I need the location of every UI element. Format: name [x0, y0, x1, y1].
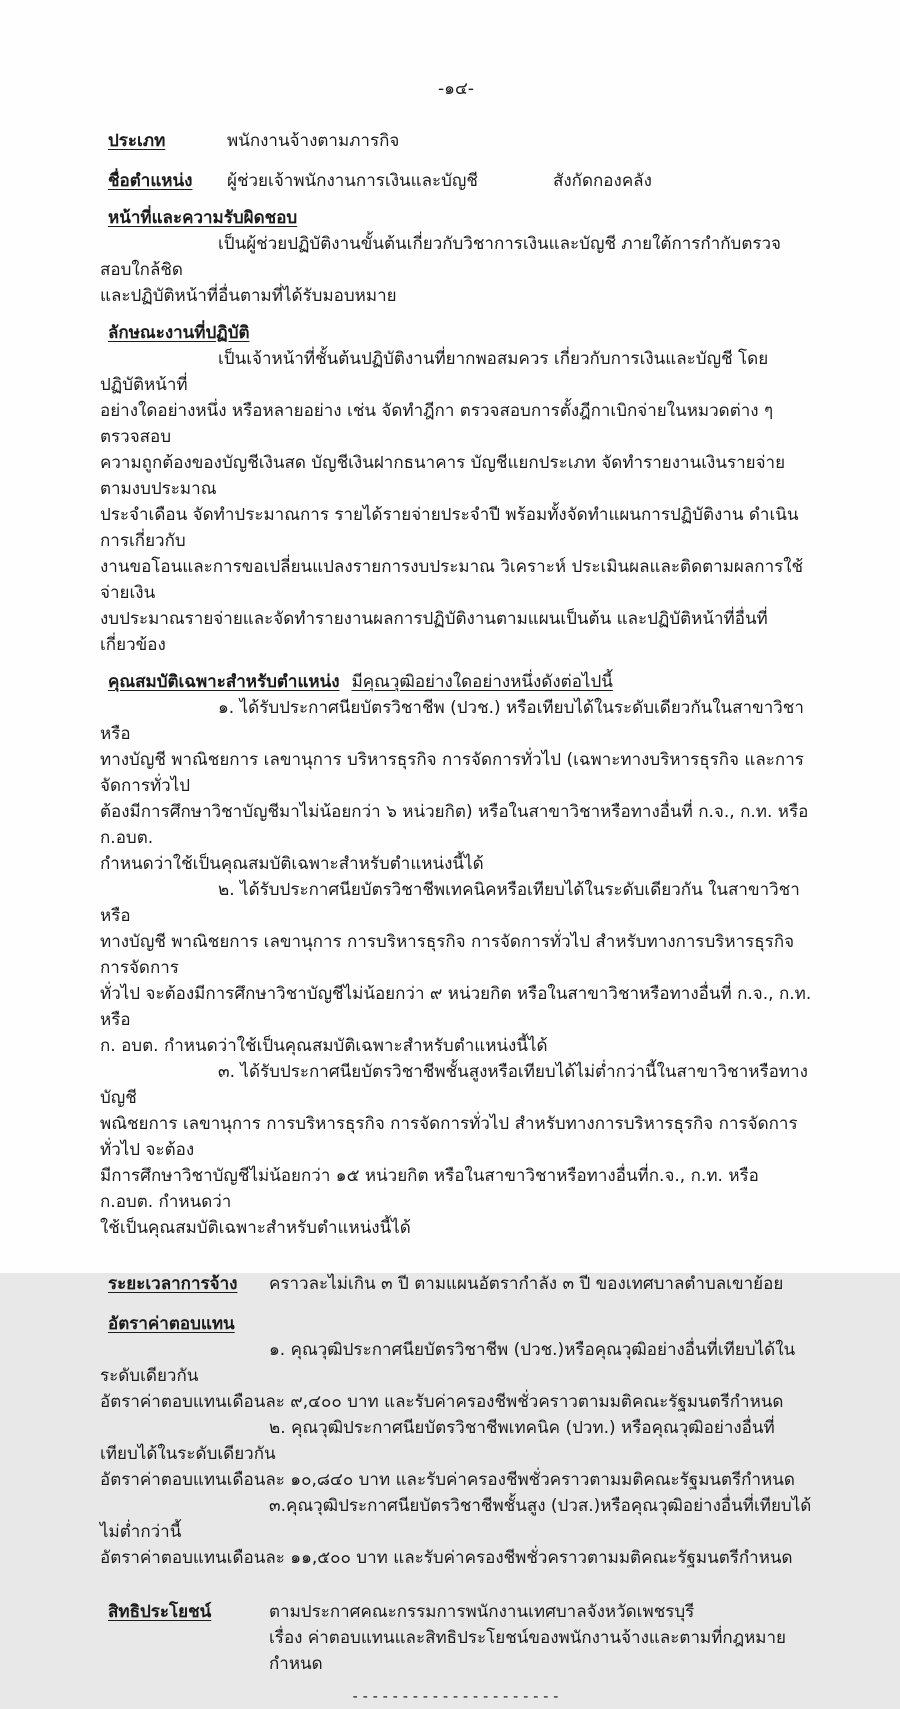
- compensation-heading: อัตราค่าตอบแทน: [108, 1314, 235, 1334]
- benefits-label: สิทธิประโยชน์: [108, 1602, 212, 1622]
- characteristics-line: ความถูกต้องของบัญชีเงินสด บัญชีเงินฝากธนาคาร บัญชีแยกประเภท จัดทำรายงานเงินรายจ่ายตามงบประมาณ: [100, 453, 786, 499]
- qualification-item-line: ๒. ได้รับประกาศนียบัตรวิชาชีพเทคนิคหรือเทียบได้ในระดับเดียวกัน ในสาขาวิชาหรือ: [100, 880, 800, 926]
- employment-label: ระยะเวลาการจ้าง: [108, 1274, 238, 1294]
- type-row: [100, 128, 812, 154]
- qualification-item-2: [100, 877, 812, 1059]
- compensation-item-line: อัตราค่าตอบแทนเดือนละ ๙,๔๐๐ บาท และรับค่าครองชีพชั่วคราวตามมติคณะรัฐมนตรีกำหนด: [100, 1392, 784, 1412]
- end-separator: ---------------------: [350, 1687, 562, 1705]
- duties-line: เป็นผู้ช่วยปฏิบัติงานขั้นต้นเกี่ยวกับวิชาการเงินและบัญชี ภายใต้การกำกับตรวจสอบใกล้ชิด: [100, 234, 782, 280]
- page-number: -๑๔-: [438, 79, 474, 99]
- characteristics-paragraph: [100, 346, 812, 658]
- employment-value: คราวละไม่เกิน ๓ ปี ตามแผนอัตรากำลัง ๓ ปี ของเทศบาลตำบลเขาย้อย: [269, 1274, 784, 1294]
- affiliation-value: สังกัดกองคลัง: [553, 171, 652, 191]
- qualification-item-1: [100, 695, 812, 877]
- position-value: ผู้ช่วยเจ้าพนักงานการเงินและบัญชี: [227, 171, 478, 191]
- qualification-item-line: ๑. ได้รับประกาศนียบัตรวิชาชีพ (ปวช.) หรือเทียบได้ในระดับเดียวกันในสาขาวิชาหรือ: [100, 698, 804, 744]
- characteristics-line: งานขอโอนและการขอเปลี่ยนแปลงรายการงบประมาณ วิเคราะห์ ประเมินผลและติดตามผลการใช้จ่ายเงิน: [100, 557, 804, 603]
- compensation-item-1: [100, 1337, 812, 1415]
- duties-paragraph: [100, 231, 812, 309]
- position-label: ชื่อตำแหน่ง: [108, 171, 193, 191]
- compensation-item-line: ๓.คุณวุฒิประกาศนียบัตรวิชาชีพชั้นสูง (ปวส.)หรือคุณวุฒิอย่างอื่นที่เทียบได้ไม่ต่ำกว่านี้: [100, 1496, 812, 1542]
- qualification-item-line: ทางบัญชี พาณิชยการ เลขานุการ บริหารธุรกิจ การจัดการทั่วไป (เฉพาะทางบริหารธุรกิจ และการจัดการทั่วไป: [100, 750, 804, 796]
- qualification-item-line: ใช้เป็นคุณสมบัติเฉพาะสำหรับตำแหน่งนี้ได้: [100, 1218, 411, 1238]
- qualification-item-line: ทั่วไป จะต้องมีการศึกษาวิชาบัญชีไม่น้อยกว่า ๙ หน่วยกิต หรือในสาขาวิชาหรือทางอื่นที่ ก.จ., ก.ท. หรือ: [100, 984, 812, 1030]
- qualification-item-line: กำหนดว่าใช้เป็นคุณสมบัติเฉพาะสำหรับตำแหน่งนี้ได้: [100, 854, 484, 874]
- qualification-item-line: ก. อบต. กำหนดว่าใช้เป็นคุณสมบัติเฉพาะสำหรับตำแหน่งนี้ได้: [100, 1036, 548, 1056]
- benefits-line: เรื่อง ค่าตอบแทนและสิทธิประโยชน์ของพนักงานจ้างและตามที่กฎหมายกำหนด: [269, 1628, 787, 1674]
- characteristics-heading: ลักษณะงานที่ปฏิบัติ: [108, 323, 250, 343]
- qualification-item-line: ๓. ได้รับประกาศนียบัตรวิชาชีพชั้นสูงหรือเทียบได้ไม่ต่ำกว่านี้ในสาขาวิชาหรือทางบัญชี: [100, 1062, 808, 1108]
- qualifications-intro: มีคุณวุฒิอย่างใดอย่างหนึ่งดังต่อไปนี้: [351, 672, 613, 692]
- qualification-item-3: [100, 1059, 812, 1241]
- characteristics-line: ประจำเดือน จัดทำประมาณการ รายได้รายจ่ายประจำปี พร้อมทั้งจัดทำแผนการปฏิบัติงาน ดำเนินการเกี่ยวกับ: [100, 505, 799, 551]
- characteristics-line: อย่างใดอย่างหนึ่ง หรือหลายอย่าง เช่น จัดทำฎีกา ตรวจสอบการตั้งฎีกาเบิกจ่ายในหมวดต่าง ๆ ตรวจสอบ: [100, 401, 774, 447]
- qualification-item-line: มีการศึกษาวิชาบัญชีไม่น้อยกว่า ๑๕ หน่วยกิต หรือในสาขาวิชาหรือทางอื่นที่ก.จ., ก.ท. หรือ ก.อบต. กำหนดว่า: [100, 1166, 759, 1212]
- qualification-item-line: ต้องมีการศึกษาวิชาบัญชีมาไม่น้อยกว่า ๖ หน่วยกิต) หรือในสาขาวิชาหรือทางอื่นที่ ก.จ., ก.ท. หรือ ก.อบต.: [100, 802, 809, 848]
- position-row: [100, 168, 812, 194]
- qualification-item-line: พณิชยการ เลขานุการ การบริหารธุรกิจ การจัดการทั่วไป สำหรับทางการบริหารธุรกิจ การจัดการทั่วไป จะต้อง: [100, 1114, 798, 1160]
- compensation-item-line: อัตราค่าตอบแทนเดือนละ ๑๑,๕๐๐ บาท และรับค่าครองชีพชั่วคราวตามมติคณะรัฐมนตรีกำหนด: [100, 1548, 793, 1568]
- characteristics-line: เป็นเจ้าหน้าที่ชั้นต้นปฏิบัติงานที่ยากพอสมควร เกี่ยวกับการเงินและบัญชี โดยปฏิบัติหน้าที่: [100, 349, 769, 395]
- benefits-row: [100, 1599, 812, 1625]
- compensation-item-2: [100, 1415, 812, 1493]
- type-value: พนักงานจ้างตามภารกิจ: [227, 131, 400, 151]
- benefits-line: ตามประกาศคณะกรรมการพนักงานเทศบาลจังหวัดเพชรบุรี: [269, 1602, 695, 1622]
- compensation-item-line: อัตราค่าตอบแทนเดือนละ ๑๐,๘๔๐ บาท และรับค่าครองชีพชั่วคราวตามมติคณะรัฐมนตรีกำหนด: [100, 1470, 795, 1490]
- duties-line: และปฏิบัติหน้าที่อื่นตามที่ได้รับมอบหมาย: [100, 286, 397, 306]
- qualifications-heading-text: คุณสมบัติเฉพาะสำหรับตำแหน่ง: [108, 672, 340, 692]
- employment-row: [100, 1271, 812, 1297]
- qualification-item-line: ทางบัญชี พาณิชยการ เลขานุการ การบริหารธุรกิจ การจัดการทั่วไป สำหรับทางการบริหารธุรกิจ การจัดการ: [100, 932, 795, 978]
- characteristics-line: งบประมาณรายจ่ายและจัดทำรายงานผลการปฏิบัติงานตามแผนเป็นต้น และปฏิบัติหน้าที่อื่นที่เกี่ยวข้อง: [100, 609, 768, 655]
- duties-heading: หน้าที่และความรับผิดชอบ: [108, 208, 298, 228]
- type-label: ประเภท: [108, 131, 166, 151]
- compensation-item-line: ๑. คุณวุฒิประกาศนียบัตรวิชาชีพ (ปวช.)หรือคุณวุฒิอย่างอื่นที่เทียบได้ในระดับเดียวกัน: [100, 1340, 796, 1386]
- compensation-item-line: ๒. คุณวุฒิประกาศนียบัตรวิชาชีพเทคนิค (ปวท.) หรือคุณวุฒิอย่างอื่นที่เทียบได้ในระดับเดียวกัน: [100, 1418, 775, 1464]
- qualifications-heading: [108, 669, 812, 695]
- compensation-item-3: [100, 1493, 812, 1571]
